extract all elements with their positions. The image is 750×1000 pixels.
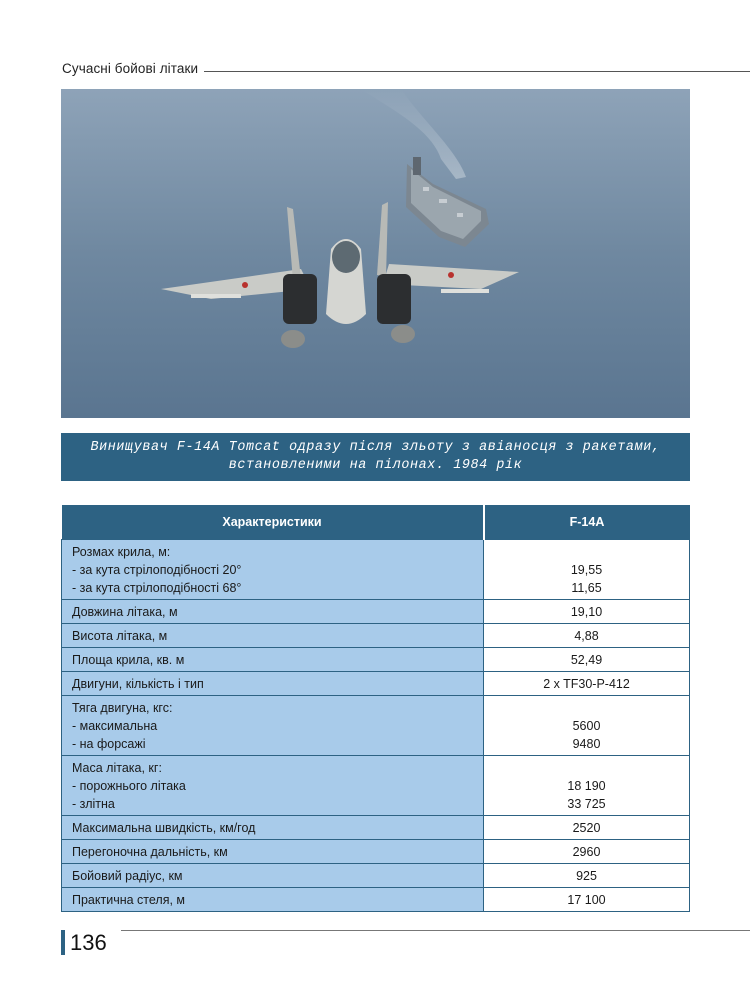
- row-label: [62, 695, 484, 755]
- row-label: Висота літака, м: [62, 623, 484, 647]
- row-value: 19,10: [484, 599, 690, 623]
- row-value: 17 100: [484, 887, 690, 911]
- row-value: 2 x TF30-P-412: [484, 671, 690, 695]
- value-line: 18 190: [567, 778, 606, 793]
- caption-line-1: Винищувач F-14A Tomcat одразу після зльоту з авіаносця з ракетами,: [90, 440, 661, 455]
- row-value: 4,88: [484, 623, 690, 647]
- aircraft-photo: [61, 89, 690, 418]
- row-label: Перегоночна дальність, км: [62, 839, 484, 863]
- table-row-max-speed: [62, 815, 690, 839]
- table-row-combat-radius: [62, 863, 690, 887]
- label-line: Маса літака, кг:: [72, 760, 162, 775]
- table-row-thrust: [62, 695, 690, 755]
- caption-line-2: встановленими на пілонах. 1984 рік: [228, 458, 523, 473]
- table-row-wingspan: [62, 539, 690, 599]
- label-line: Розмах крила, м:: [72, 544, 171, 559]
- row-value: 2960: [484, 839, 690, 863]
- label-line: Тяга двигуна, кгс:: [72, 700, 173, 715]
- table-row-engines: [62, 671, 690, 695]
- label-line: - за кута стрілоподібності 20°: [72, 562, 242, 577]
- footer-accent-bar: [61, 930, 65, 955]
- table-row-length: [62, 599, 690, 623]
- photo-caption: [61, 433, 690, 481]
- photo-illustration: [61, 89, 690, 418]
- value-line: 9480: [572, 736, 601, 751]
- page-number: 136: [70, 930, 107, 955]
- footer-rule: [121, 930, 750, 931]
- specifications-table: [61, 505, 690, 912]
- row-value: [484, 539, 690, 599]
- running-header: [62, 58, 750, 78]
- column-header-model: F-14A: [484, 505, 690, 539]
- label-line: - на форсажі: [72, 736, 146, 751]
- row-label: Двигуни, кількість і тип: [62, 671, 484, 695]
- table-row-wing-area: [62, 647, 690, 671]
- page-footer: [61, 930, 750, 956]
- label-line: - порожнього літака: [72, 778, 186, 793]
- column-header-characteristics: Характеристики: [62, 505, 484, 539]
- table-row-height: [62, 623, 690, 647]
- value-line: 33 725: [567, 796, 606, 811]
- value-line: 19,55: [570, 562, 603, 577]
- row-value: [484, 695, 690, 755]
- row-label: Бойовий радіус, км: [62, 863, 484, 887]
- row-value: [484, 755, 690, 815]
- row-label: [62, 755, 484, 815]
- table-header-row: [62, 505, 690, 539]
- header-rule: [204, 71, 750, 72]
- row-label: Практична стеля, м: [62, 887, 484, 911]
- label-line: - максимальна: [72, 718, 158, 733]
- row-value: 925: [484, 863, 690, 887]
- value-line: 11,65: [571, 580, 602, 595]
- row-value: 52,49: [484, 647, 690, 671]
- value-line: 5600: [572, 718, 601, 733]
- header-title: Сучасні бойові літаки: [62, 60, 199, 76]
- row-label: Площа крила, кв. м: [62, 647, 484, 671]
- table-row-service-ceiling: [62, 887, 690, 911]
- label-line: - за кута стрілоподібності 68°: [72, 580, 242, 595]
- label-line: - злітна: [72, 796, 115, 811]
- row-label: [62, 539, 484, 599]
- row-label: Максимальна швидкість, км/год: [62, 815, 484, 839]
- table-row-ferry-range: [62, 839, 690, 863]
- row-label: Довжина літака, м: [62, 599, 484, 623]
- table-row-mass: [62, 755, 690, 815]
- row-value: 2520: [484, 815, 690, 839]
